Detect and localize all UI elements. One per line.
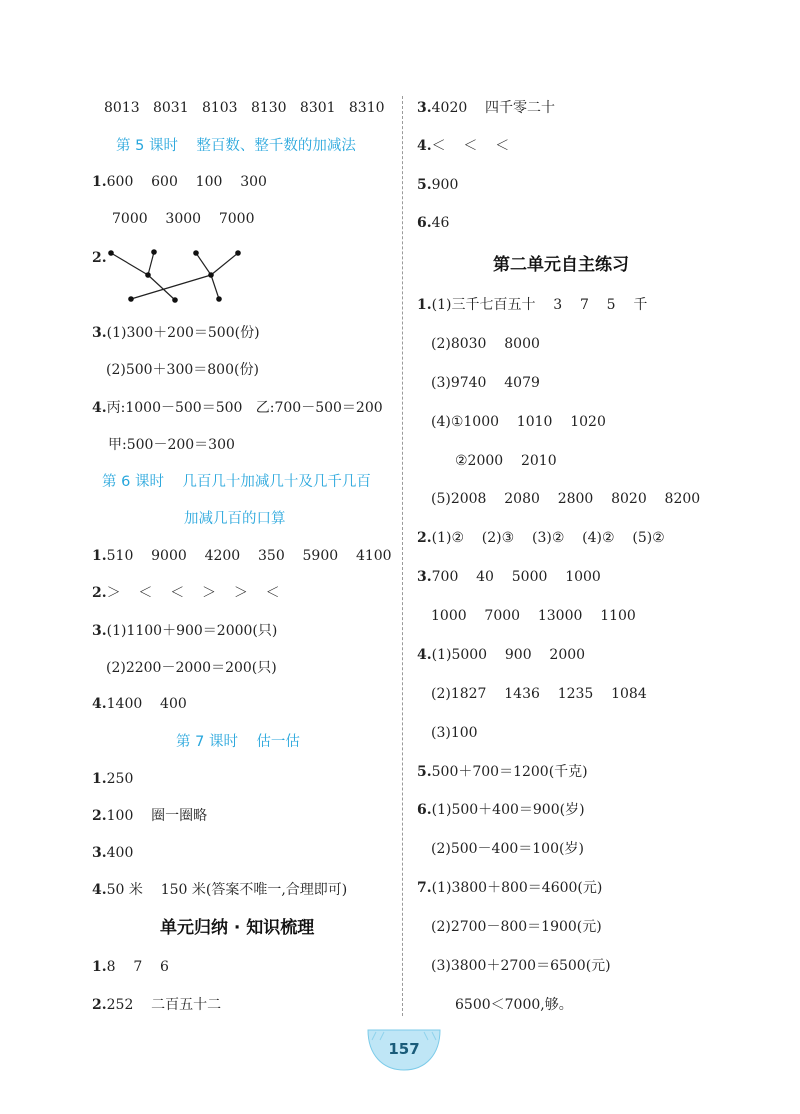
item-number: 1. xyxy=(92,548,107,564)
matching-lines-diagram xyxy=(102,245,252,305)
practice-answer-3-line2: 1000 7000 13000 1100 xyxy=(431,608,636,624)
lesson-6-answer-3 xyxy=(92,621,277,641)
item-number: 4. xyxy=(417,138,432,154)
answer-text: (1)1100＋900＝2000(只) xyxy=(106,623,278,639)
lesson-6-answer-3-line2: (2)2200－2000＝200(只) xyxy=(106,660,277,676)
item-number: 5. xyxy=(417,764,432,780)
summary-answer-3 xyxy=(417,98,555,118)
dot xyxy=(216,296,222,302)
answer-4-line2: 甲:500－200＝300 xyxy=(108,437,235,453)
answer-text: (1)三千七百五十 3 7 5 千 xyxy=(431,297,648,313)
answer-text: 900 xyxy=(431,177,459,193)
item-number: 5. xyxy=(417,177,432,193)
item-number: 2. xyxy=(92,250,107,266)
dot xyxy=(193,250,199,256)
answer-text: 100 圈一圈略 xyxy=(106,808,208,824)
dot xyxy=(108,250,114,256)
lesson-6-answer-4 xyxy=(92,694,187,714)
item-number: 7. xyxy=(417,880,432,896)
summary-answer-1 xyxy=(92,957,169,977)
item-number: 1. xyxy=(92,771,107,787)
unit-summary-heading: 单元归纳 · 知识梳理 xyxy=(160,918,315,938)
answer-3-line2: (2)500＋300＝800(份) xyxy=(106,362,259,378)
practice-answer-1-part4b: ②2000 2010 xyxy=(455,453,557,469)
dot xyxy=(128,296,134,302)
page-number: 157 xyxy=(388,1040,420,1058)
item-number: 3. xyxy=(417,100,432,116)
item-number: 1. xyxy=(417,297,432,313)
practice-answer-1-part3: (3)9740 4079 xyxy=(431,375,540,391)
item-number: 2. xyxy=(417,530,432,546)
column-divider xyxy=(402,96,403,1016)
answer-text: 1400 400 xyxy=(106,696,187,712)
answer-text: 50 米 150 米(答案不唯一,合理即可) xyxy=(106,882,348,898)
item-number: 2. xyxy=(92,585,107,601)
summary-answer-6 xyxy=(417,213,449,233)
practice-answer-6 xyxy=(417,800,585,820)
lesson-7-answer-1 xyxy=(92,769,133,789)
practice-answer-1 xyxy=(417,295,647,315)
answer-text: 700 40 5000 1000 xyxy=(431,569,601,585)
answer-text: 400 xyxy=(106,845,134,861)
item-number: 4. xyxy=(92,696,107,712)
item-number: 1. xyxy=(92,959,107,975)
summary-answer-4 xyxy=(417,136,509,156)
answer-text: (1)5000 900 2000 xyxy=(431,647,586,663)
practice-answer-3 xyxy=(417,567,601,587)
dot xyxy=(172,297,178,303)
answer-1 xyxy=(92,172,267,192)
item-number: 2. xyxy=(92,997,107,1013)
lesson-6-heading-line2: 加减几百的口算 xyxy=(184,511,286,527)
practice-answer-7-part3: (3)3800＋2700＝6500(元) xyxy=(431,958,611,974)
lesson-6-heading: 第 6 课时 几百几十加减几十及几千几百 xyxy=(102,474,371,490)
item-number: 3. xyxy=(417,569,432,585)
answer-text: (1)300＋200＝500(份) xyxy=(106,325,260,341)
answer-3 xyxy=(92,323,260,343)
item-number: 4. xyxy=(417,647,432,663)
practice-answer-5 xyxy=(417,762,588,782)
answer-text: 252 二百五十二 xyxy=(106,997,222,1013)
answer-1-line2: 7000 3000 7000 xyxy=(112,211,255,227)
answer-text: 600 600 100 300 xyxy=(106,174,267,190)
practice-answer-4-part2: (2)1827 1436 1235 1084 xyxy=(431,686,647,702)
practice-answer-4 xyxy=(417,645,585,665)
lesson-7-answer-2 xyxy=(92,806,207,826)
item-number: 2. xyxy=(92,808,107,824)
lesson-6-answer-1 xyxy=(92,546,392,566)
summary-answer-2 xyxy=(92,995,221,1015)
item-number: 4. xyxy=(92,882,107,898)
practice-answer-1-part4: (4)①1000 1010 1020 xyxy=(431,414,606,430)
practice-answer-2 xyxy=(417,528,665,548)
dot xyxy=(235,250,241,256)
practice-answer-7 xyxy=(417,878,602,898)
lesson-6-answer-2 xyxy=(92,583,280,603)
answer-text: (1)500＋400＝900(岁) xyxy=(431,802,585,818)
answer-text: 510 9000 4200 350 5900 4100 xyxy=(106,548,392,564)
dot xyxy=(151,249,157,255)
lesson-7-answer-4 xyxy=(92,880,347,900)
practice-answer-1-part2: (2)8030 8000 xyxy=(431,336,540,352)
practice-answer-1-part5: (5)2008 2080 2800 8020 8200 xyxy=(431,491,701,507)
item-number: 3. xyxy=(92,845,107,861)
item-number: 6. xyxy=(417,802,432,818)
item-number: 3. xyxy=(92,325,107,341)
item-number: 4. xyxy=(92,400,107,416)
summary-answer-5 xyxy=(417,175,458,195)
answer-text: 4020 四千零二十 xyxy=(431,100,556,116)
page-number-tab xyxy=(366,1028,442,1072)
lesson-5-heading: 第 5 课时 整百数、整千数的加减法 xyxy=(116,138,356,154)
unit-2-practice-heading: 第二单元自主练习 xyxy=(493,255,629,275)
dot xyxy=(208,272,214,278)
answer-4 xyxy=(92,398,383,418)
answer-text: ＞ ＜ ＜ ＞ ＞ ＜ xyxy=(106,585,280,601)
lesson-7-heading: 第 7 课时 估一估 xyxy=(176,734,300,750)
answer-text: ＜ ＜ ＜ xyxy=(431,138,510,154)
answer-text: 丙:1000－500＝500 乙:700－500＝200 xyxy=(106,400,383,416)
practice-answer-6-part2: (2)500－400＝100(岁) xyxy=(431,841,584,857)
lesson-7-answer-3 xyxy=(92,843,133,863)
practice-answer-4-part3: (3)100 xyxy=(431,725,478,741)
practice-answer-7-conclusion: 6500＜7000,够。 xyxy=(455,997,573,1013)
answer-text: (1)② (2)③ (3)② (4)② (5)② xyxy=(431,530,665,546)
dot xyxy=(145,272,151,278)
answer-text: (1)3800＋800＝4600(元) xyxy=(431,880,603,896)
answer-text: 250 xyxy=(106,771,134,787)
item-number: 1. xyxy=(92,174,107,190)
item-number: 3. xyxy=(92,623,107,639)
answer-text: 8 7 6 xyxy=(106,959,169,975)
answer-text: 46 xyxy=(431,215,450,231)
answer-text: 500＋700＝1200(千克) xyxy=(431,764,588,780)
item-number: 6. xyxy=(417,215,432,231)
practice-answer-7-part2: (2)2700－800＝1900(元) xyxy=(431,919,602,935)
number-sequence: 8013 8031 8103 8130 8301 8310 xyxy=(104,100,385,116)
